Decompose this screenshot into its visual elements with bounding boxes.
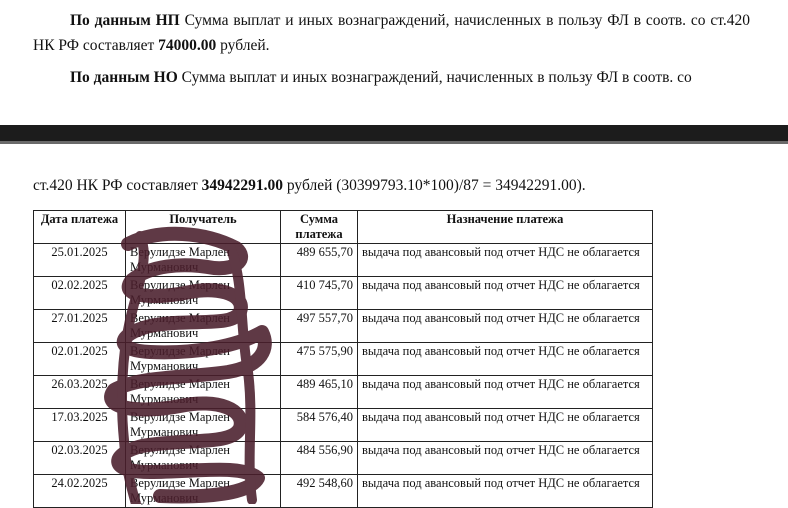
- row-sum: 410 745,70: [281, 277, 358, 310]
- row-purpose: выдача под авансовый под отчет НДС не облагается: [358, 442, 653, 475]
- table-row: [34, 409, 653, 442]
- row-sum: 475 575,90: [281, 343, 358, 376]
- row-payee: Верулидзе Марлен Мурманович: [126, 244, 281, 277]
- header-sum: Сумма платежа: [281, 211, 358, 244]
- header-purpose: Назначение платежа: [358, 211, 653, 244]
- row-payee: Верулидзе Марлен Мурманович: [126, 442, 281, 475]
- np-text: Сумма выплат и иных вознаграждений, начисленных в пользу ФЛ в соотв. со ст.420 НК РФ составляет: [33, 12, 751, 54]
- row-purpose: выдача под авансовый под отчет НДС не облагается: [358, 409, 653, 442]
- table-row: [34, 343, 653, 376]
- row-purpose: выдача под авансовый под отчет НДС не облагается: [358, 244, 653, 277]
- row-date: 02.01.2025: [34, 343, 126, 376]
- row-purpose: выдача под авансовый под отчет НДС не облагается: [358, 277, 653, 310]
- paragraph-no-continuation: [33, 173, 750, 198]
- no-tail: рублей (30399793.10*100)/87 = 34942291.00).: [283, 177, 586, 194]
- row-purpose: выдача под авансовый под отчет НДС не облагается: [358, 310, 653, 343]
- row-date: 27.01.2025: [34, 310, 126, 343]
- row-payee: Верулидзе Марлен Мурманович: [126, 310, 281, 343]
- np-amount: 74000.00: [158, 37, 217, 54]
- row-sum: 484 556,90: [281, 442, 358, 475]
- table-row: [34, 475, 653, 508]
- table-row: [34, 376, 653, 409]
- no-amount: 34942291.00: [201, 177, 283, 194]
- row-sum: 497 557,70: [281, 310, 358, 343]
- row-payee: Верулидзе Марлен Мурманович: [126, 343, 281, 376]
- row-date: 17.03.2025: [34, 409, 126, 442]
- payments-table: [33, 210, 653, 508]
- table-row: [34, 310, 653, 343]
- row-payee: Верулидзе Марлен Мурманович: [126, 376, 281, 409]
- table-row: [34, 277, 653, 310]
- table-header-row: [34, 211, 653, 244]
- row-purpose: выдача под авансовый под отчет НДС не облагается: [358, 376, 653, 409]
- row-payee: Верулидзе Марлен Мурманович: [126, 475, 281, 508]
- paragraph-no: [33, 65, 750, 90]
- np-label: По данным НП: [70, 12, 180, 29]
- no-cont-start: ст.420 НК РФ составляет: [33, 177, 202, 194]
- row-sum: 489 465,10: [281, 376, 358, 409]
- row-sum: 489 655,70: [281, 244, 358, 277]
- np-tail: рублей.: [216, 37, 270, 54]
- row-sum: 584 576,40: [281, 409, 358, 442]
- paragraph-np: [33, 8, 750, 58]
- table-row: [34, 442, 653, 475]
- row-date: 02.02.2025: [34, 277, 126, 310]
- page-break-band: [0, 125, 788, 141]
- no-label: По данным НО: [70, 69, 178, 86]
- page-break-shadow: [0, 141, 788, 144]
- row-date: 02.03.2025: [34, 442, 126, 475]
- header-payee: Получатель: [126, 211, 281, 244]
- row-purpose: выдача под авансовый под отчет НДС не облагается: [358, 343, 653, 376]
- row-date: 26.03.2025: [34, 376, 126, 409]
- row-purpose: выдача под авансовый под отчет НДС не облагается: [358, 475, 653, 508]
- row-payee: Верулидзе Марлен Мурманович: [126, 277, 281, 310]
- row-date: 24.02.2025: [34, 475, 126, 508]
- header-date: Дата платежа: [34, 211, 126, 244]
- row-sum: 492 548,60: [281, 475, 358, 508]
- no-text: Сумма выплат и иных вознаграждений, начисленных в пользу ФЛ в соотв. со: [177, 69, 692, 86]
- table-row: [34, 244, 653, 277]
- row-date: 25.01.2025: [34, 244, 126, 277]
- row-payee: Верулидзе Марлен Мурманович: [126, 409, 281, 442]
